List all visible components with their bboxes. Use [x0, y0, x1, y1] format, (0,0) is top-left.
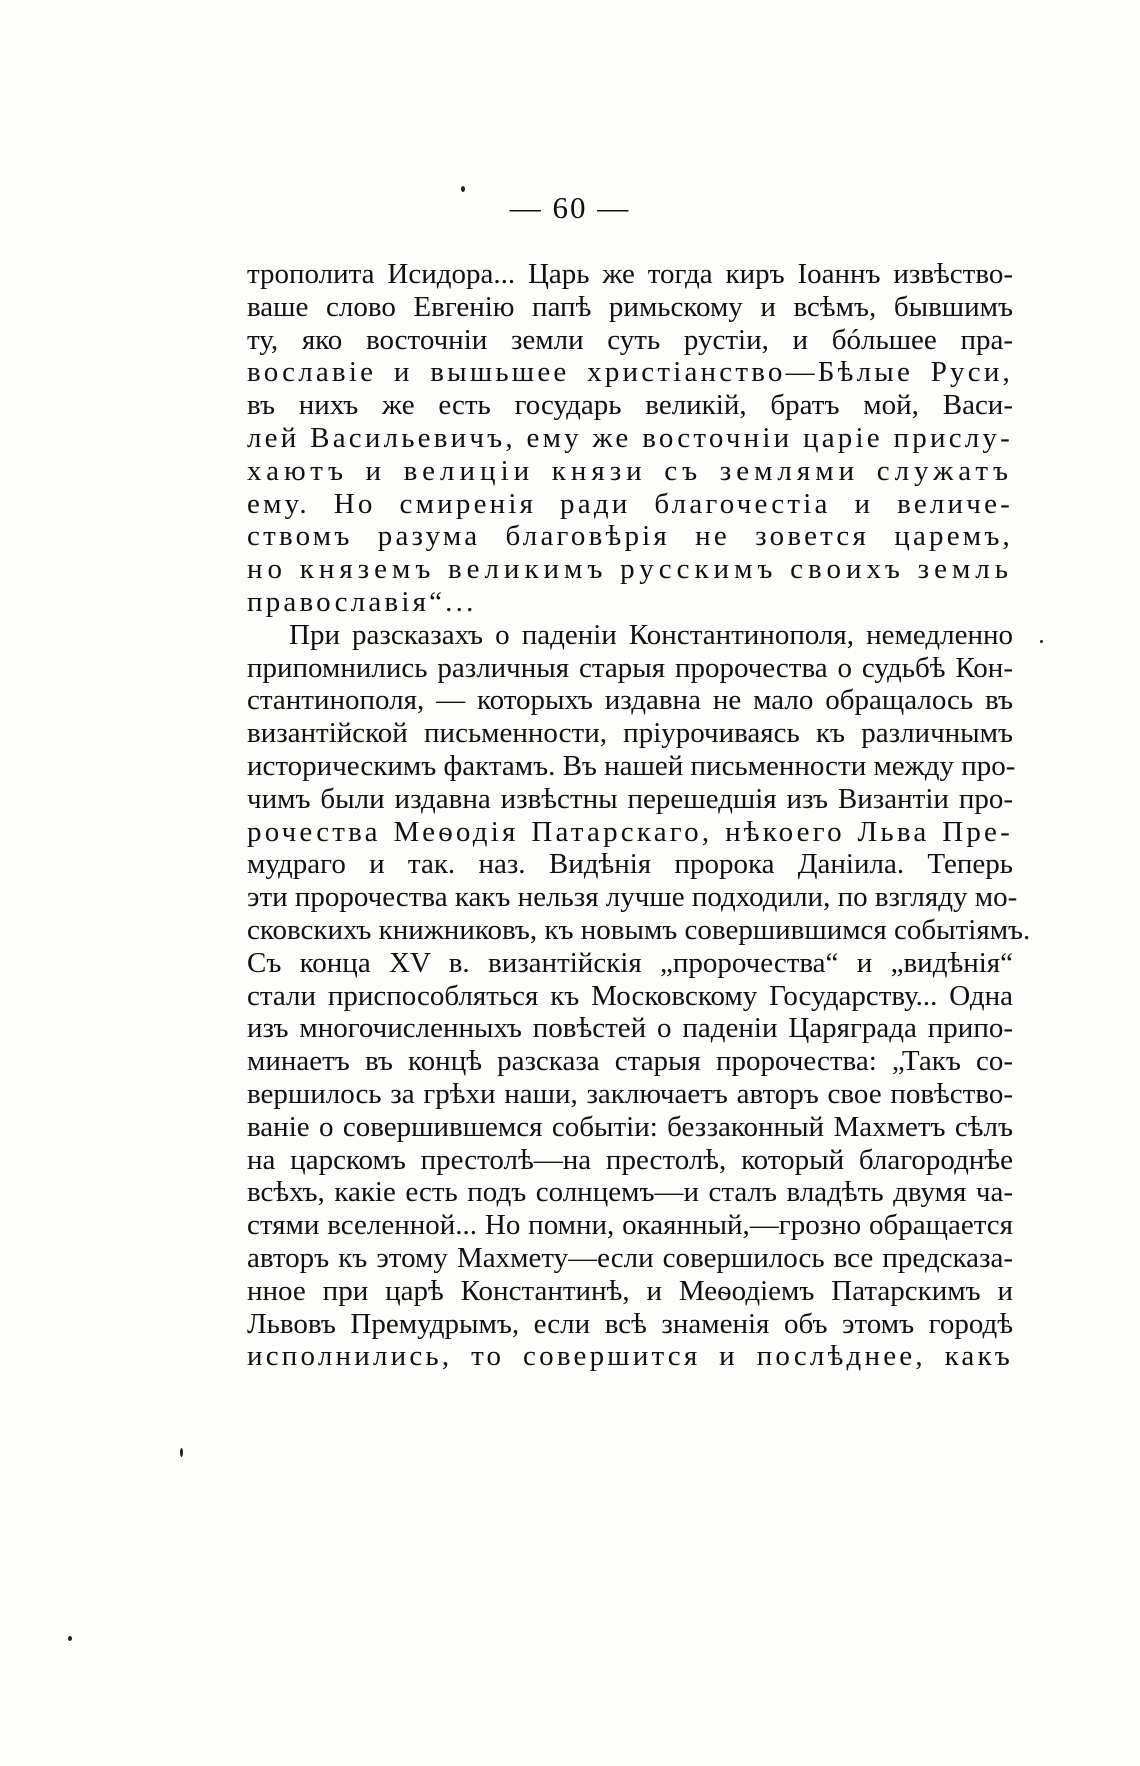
text-line: рочества Меѳодія Патарскаго, нѣкоего Льва Пре-	[247, 815, 1013, 848]
text-line: стями вселенной... Но помни, окаянный,—грозно обращается	[247, 1209, 1013, 1242]
text-line: лей Васильевичъ, ему же восточніи царіе прислу-	[247, 421, 1013, 454]
scan-speck	[1040, 640, 1043, 643]
text-line: историческимъ фактамъ. Въ нашей письменности между про-	[247, 749, 1016, 782]
text-line: ваніе о совершившемся событіи: беззаконный Махметъ сѣлъ	[247, 1110, 1013, 1143]
text-line: эти пророчества какъ нельзя лучше подходили, по взгляду мо-	[247, 881, 1018, 914]
text-line: ту, яко восточніи земли суть рустіи, и бóльшее пра-	[247, 323, 1013, 356]
text-line: припомнились различныя старыя пророчества о судьбѣ Кон-	[247, 651, 1013, 684]
body-text	[247, 258, 1031, 1373]
text-line: сковскихъ книжниковъ, къ новымъ совершившимся событіямъ.	[247, 913, 1031, 946]
page-number: — 60 —	[509, 190, 631, 225]
text-line: Львовъ Премудрымъ, если всѣ знаменія объ этомъ городѣ	[247, 1307, 1013, 1340]
text-line: но княземъ великимъ русскимъ своихъ земль	[247, 553, 1013, 586]
text-line: авторъ къ этому Махмету—если совершилось все предсказа-	[247, 1241, 1013, 1274]
text-line: ствомъ разума благовѣрія не зовется царемъ,	[247, 520, 1013, 553]
text-line: византійской письменности, пріурочиваясь къ различнымъ	[247, 717, 1013, 750]
text-line: мудраго и так. наз. Видѣнія пророка Даніила. Теперь	[247, 848, 1013, 881]
text-line: Съ конца XV в. византійскія „пророчества“ и „видѣнія“	[247, 946, 1013, 979]
text-line: стали приспособляться къ Московскому Государству... Одна	[247, 979, 1013, 1012]
text-line: всѣхъ, какіе есть подъ солнцемъ—и сталъ владѣть двумя ча-	[247, 1176, 1013, 1209]
text-line: чимъ были издавна извѣстны перешедшія изъ Византіи про-	[247, 782, 1013, 815]
text-line: При разсказахъ о паденіи Константинополя, немедленно	[289, 618, 1013, 651]
text-line: ему. Но смиренія ради благочестіа и величе-	[247, 487, 1013, 520]
text-line: исполнились, то совершится и послѣднее, какъ	[247, 1340, 1013, 1373]
text-line: вославіе и вышьшее христіанство—Бѣлые Руси,	[247, 356, 1013, 389]
scan-speck	[180, 1448, 183, 1457]
text-line: минаетъ въ концѣ разсказа старыя пророчества: „Такъ со-	[247, 1045, 1013, 1078]
text-line: стантинополя, — которыхъ издавна не мало обращалось въ	[247, 684, 1013, 717]
text-line: на царскомъ престолѣ—на престолѣ, который благороднѣе	[247, 1143, 1013, 1176]
text-line: хаютъ и велиціи князи съ землями служатъ	[247, 454, 1013, 487]
text-line: трополита Исидора... Царь же тогда киръ Іоаннъ извѣство-	[247, 258, 1013, 290]
text-line: изъ многочисленныхъ повѣстей о паденіи Царяграда припо-	[247, 1012, 1013, 1045]
text-line: православія“...	[247, 585, 477, 618]
text-line: вершилось за грѣхи наши, заключаетъ авторъ свое повѣство-	[247, 1077, 1013, 1110]
text-line: въ нихъ же есть государь великій, братъ мой, Васи-	[247, 389, 1013, 422]
scan-speck	[68, 1636, 72, 1641]
text-line: ваше слово Евгенію папѣ римьскому и всѣмъ, бывшимъ	[247, 290, 1013, 323]
scan-speck	[461, 186, 465, 192]
text-line: нное при царѣ Константинѣ, и Меѳодіемъ Патарскимъ и	[247, 1274, 1013, 1307]
